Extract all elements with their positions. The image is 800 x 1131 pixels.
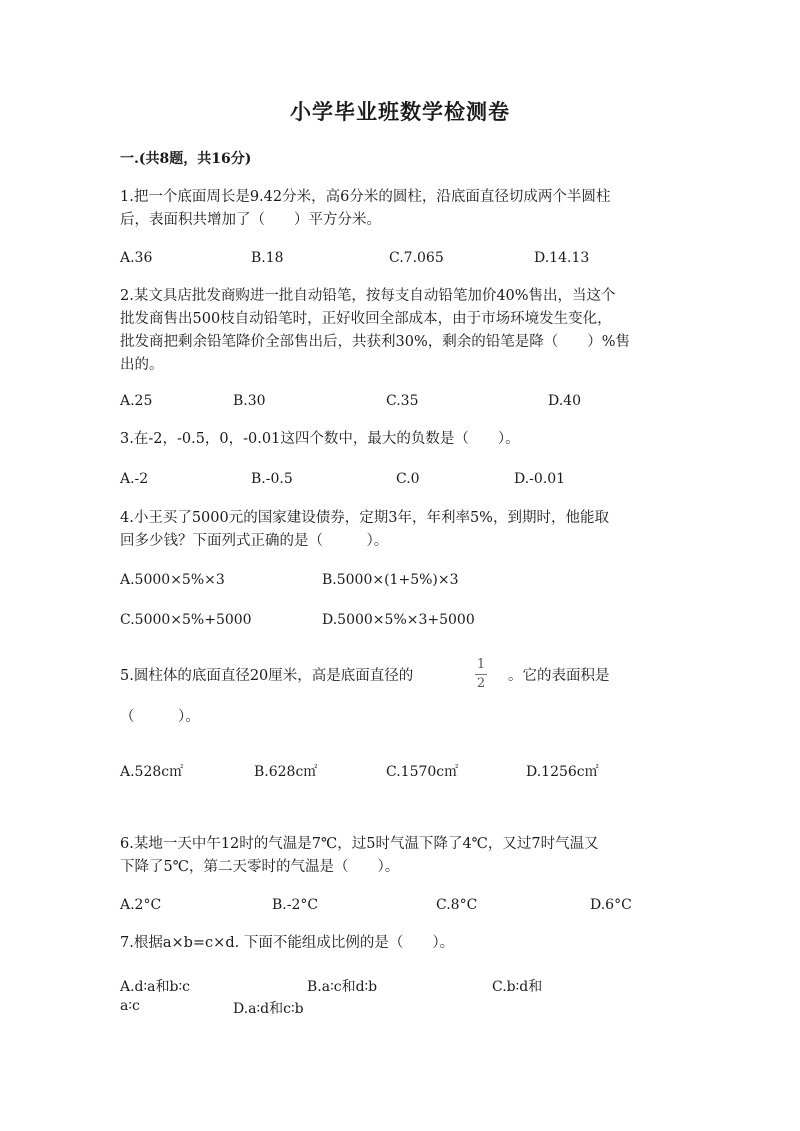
question-3-option-a: A.-2 xyxy=(120,471,149,487)
question-1-stem xyxy=(120,186,685,232)
question-6-option-b: B.-2°C xyxy=(272,897,319,913)
question-2-line-3: 批发商把剩余铅笔降价全部售出后，共获利30%，剩余的铅笔是降（ ）%售 xyxy=(120,334,631,350)
question-5-text-after: 。它的表面积是 xyxy=(508,668,610,684)
question-7-option-c-continued: a∶c xyxy=(120,998,140,1014)
question-4-line-1: 4.小王买了5000元的国家建设债券，定期3年，年利率5%，到期时，他能取 xyxy=(120,510,609,526)
question-4-option-d: D.5000×5%×3+5000 xyxy=(322,612,475,628)
question-6-stem xyxy=(120,833,685,879)
question-7-option-b: B.a∶c和d∶b xyxy=(307,979,378,995)
question-7-option-d: D.a∶d和c∶b xyxy=(233,1001,304,1017)
question-6-line-2: 下降了5℃，第二天零时的气温是（ ）。 xyxy=(120,859,400,875)
question-4-stem xyxy=(120,507,685,553)
question-3-stem xyxy=(120,428,685,451)
one-half-fraction xyxy=(473,658,489,691)
question-3-option-b: B.-0.5 xyxy=(251,471,293,487)
question-6-option-d: D.6°C xyxy=(590,897,632,913)
question-3-option-d: D.-0.01 xyxy=(514,471,566,487)
question-1-option-a: A.36 xyxy=(120,250,153,266)
question-5-option-b: B.628c㎡ xyxy=(254,764,318,780)
question-7-stem xyxy=(120,932,685,955)
question-1-option-c: C.7.065 xyxy=(389,250,444,266)
exam-title: 小学毕业班数学检测卷 xyxy=(290,99,510,124)
question-6-option-c: C.8°C xyxy=(436,897,478,913)
question-5-line-2: （ ）。 xyxy=(120,709,200,725)
fraction-denominator: 2 xyxy=(476,676,486,691)
question-1-line-1: 1.把一个底面周长是9.42分米，高6分米的圆柱，沿底面直径切成两个半圆柱 xyxy=(120,189,611,205)
question-6-option-a: A.2°C xyxy=(120,897,162,913)
question-4-option-a: A.5000×5%×3 xyxy=(120,572,225,588)
question-1-option-d: D.14.13 xyxy=(534,250,590,266)
question-4-line-2: 回多少钱？下面列式正确的是（ ）。 xyxy=(120,533,389,549)
question-5-option-d: D.1256c㎡ xyxy=(526,764,599,780)
question-6-line-1: 6.某地一天中午12时的气温是7℃，过5时气温下降了4℃，又过7时气温又 xyxy=(120,836,599,852)
question-2-option-a: A.25 xyxy=(120,393,153,409)
question-5-text-before: 5.圆柱体的底面直径20厘米，高是底面直径的 xyxy=(120,668,414,684)
section-heading: 一.(共8题，共16分) xyxy=(120,151,252,167)
question-5-option-c: C.1570c㎡ xyxy=(386,764,459,780)
question-3-line-1: 3.在-2，-0.5，0，-0.01这四个数中，最大的负数是（ ）。 xyxy=(120,431,520,447)
fraction-numerator: 1 xyxy=(476,657,486,672)
question-2-option-d: D.40 xyxy=(548,393,581,409)
fraction-bar xyxy=(475,674,487,675)
question-4-option-c: C.5000×5%+5000 xyxy=(120,612,252,628)
question-7-option-c: C.b∶d和 xyxy=(492,979,543,995)
question-2-option-c: C.35 xyxy=(386,393,419,409)
question-2-stem xyxy=(120,285,685,377)
question-7-line-1: 7.根据a×b=c×d. 下面不能组成比例的是（ ）。 xyxy=(120,935,455,951)
question-5-option-a: A.528c㎡ xyxy=(120,764,184,780)
question-2-line-4: 出的。 xyxy=(120,357,164,373)
question-3-option-c: C.0 xyxy=(396,471,420,487)
question-1-option-b: B.18 xyxy=(251,250,284,266)
question-7-option-a: A.d∶a和b∶c xyxy=(120,979,190,995)
question-2-line-2: 批发商售出500枝自动铅笔时，正好收回全部成本，由于市场环境发生变化， xyxy=(120,311,612,327)
question-4-option-b: B.5000×(1+5%)×3 xyxy=(322,572,459,588)
question-2-option-b: B.30 xyxy=(233,393,266,409)
question-2-line-1: 2.某文具店批发商购进一批自动铅笔，按每支自动铅笔加价40%售出，当这个 xyxy=(120,288,616,304)
question-1-line-2: 后，表面积共增加了（ ）平方分米。 xyxy=(120,212,381,228)
